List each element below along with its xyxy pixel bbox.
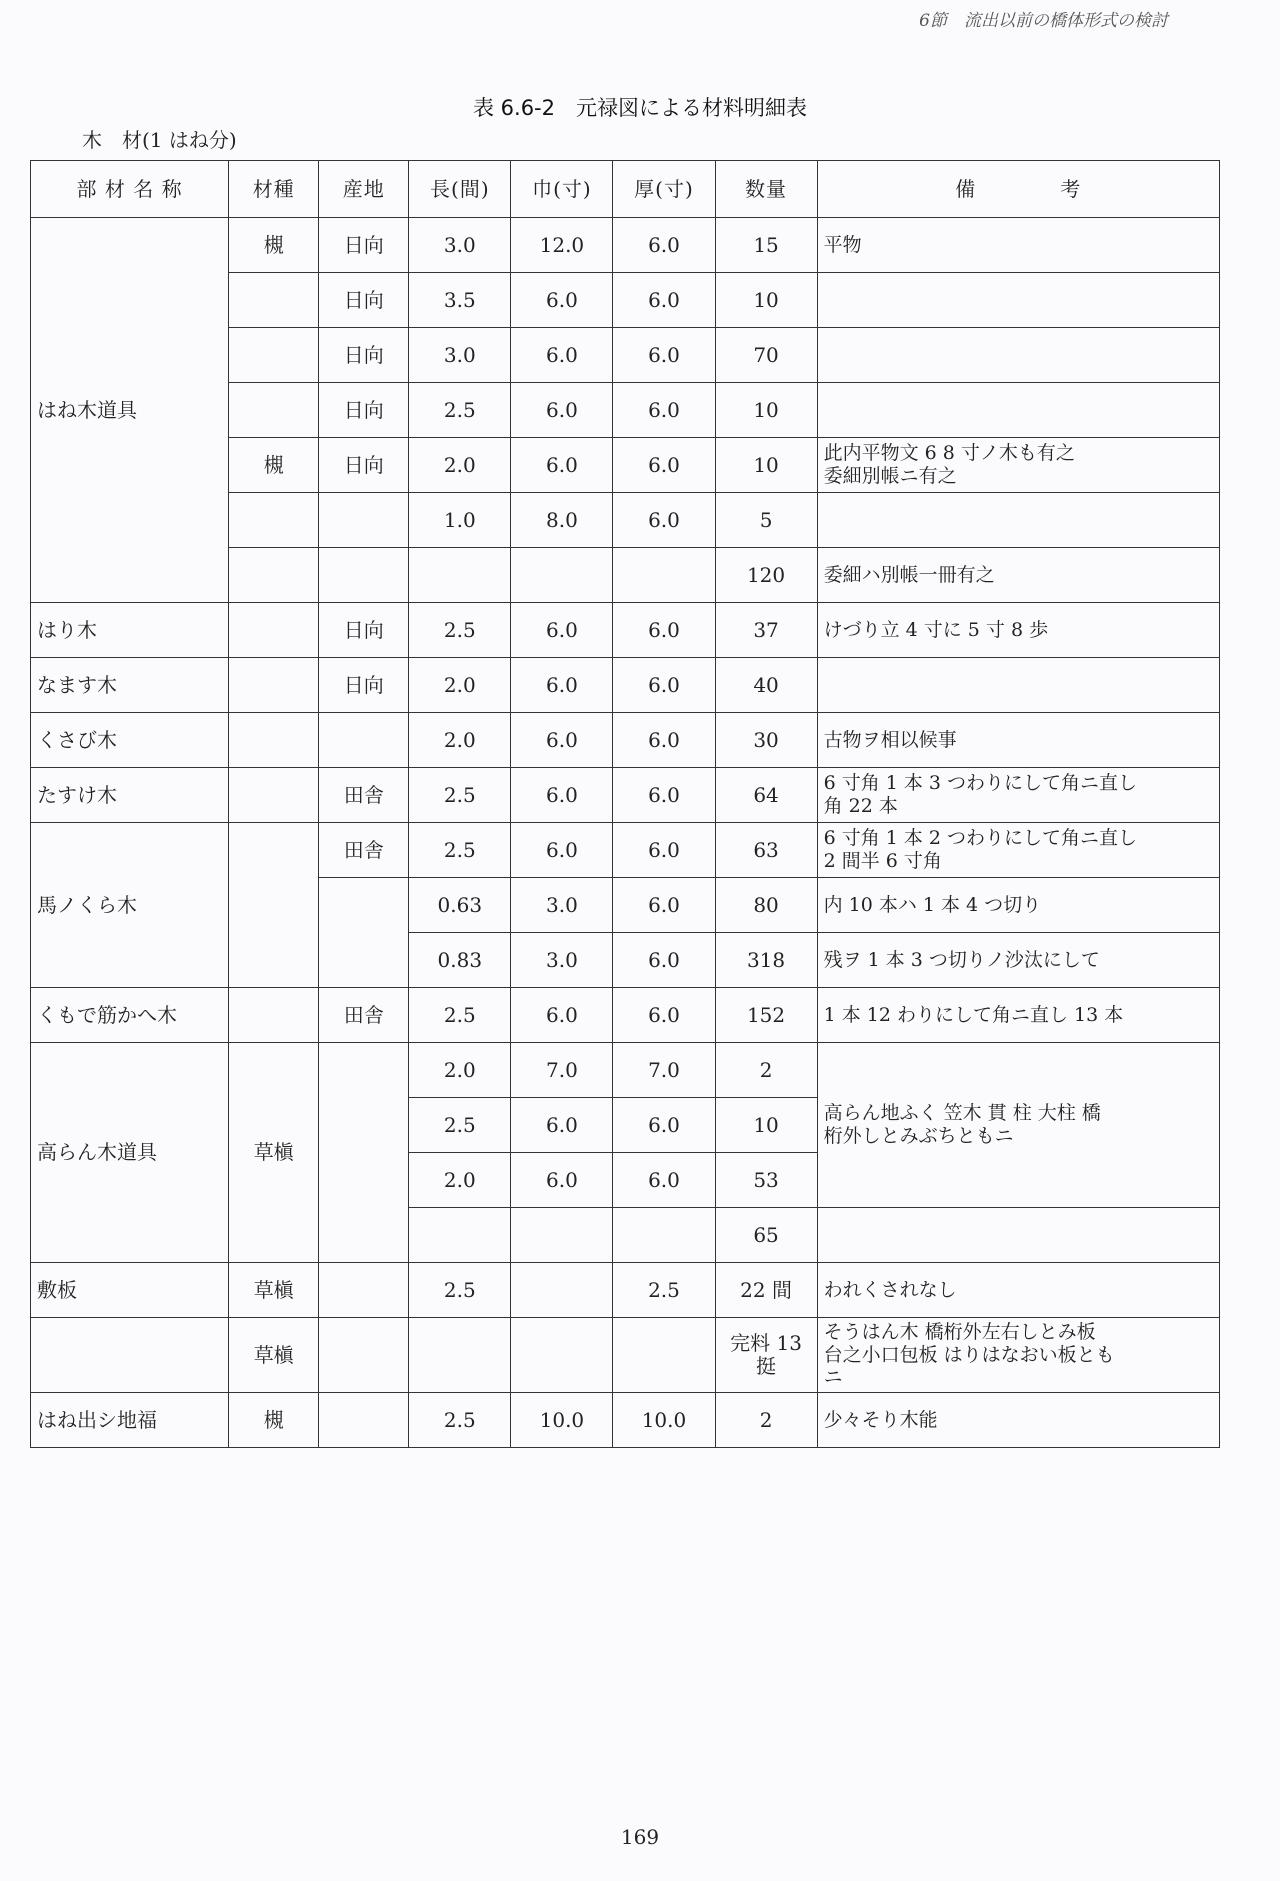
table-row	[31, 218, 1220, 273]
material-cell: 草槇	[229, 1263, 319, 1318]
quantity-cell: 2	[715, 1393, 817, 1448]
header-part-name: 部 材 名 称	[31, 161, 229, 218]
table-row	[31, 603, 1220, 658]
thickness-cell: 6.0	[613, 603, 715, 658]
part-name-cell: くもで筋かへ木	[31, 988, 229, 1043]
quantity-cell: 10	[715, 383, 817, 438]
quantity-cell: 64	[715, 768, 817, 823]
part-name-cell: くさび木	[31, 713, 229, 768]
quantity-cell: 10	[715, 1098, 817, 1153]
thickness-cell: 6.0	[613, 658, 715, 713]
origin-cell	[319, 1043, 409, 1263]
thickness-cell: 6.0	[613, 878, 715, 933]
thickness-cell	[613, 1318, 715, 1393]
material-cell	[229, 988, 319, 1043]
origin-cell: 田舎	[319, 823, 409, 878]
quantity-cell: 70	[715, 328, 817, 383]
length-cell: 0.83	[409, 933, 511, 988]
length-cell	[409, 1318, 511, 1393]
origin-cell	[319, 1393, 409, 1448]
origin-cell: 日向	[319, 273, 409, 328]
part-name-cell: 敷板	[31, 1263, 229, 1318]
part-name-cell: 馬ノくら木	[31, 823, 229, 988]
width-cell	[511, 1318, 613, 1393]
remarks-cell: そうはん木 橋桁外左右しとみ板 台之小口包板 はりはなおい板とも ニ	[817, 1318, 1219, 1393]
remarks-cell	[817, 383, 1219, 438]
remarks-cell: 平物	[817, 218, 1219, 273]
length-cell: 2.5	[409, 768, 511, 823]
remarks-cell: 此内平物文 6 8 寸ノ木も有之 委細別帳ニ有之	[817, 438, 1219, 493]
length-cell: 2.5	[409, 603, 511, 658]
width-cell	[511, 548, 613, 603]
material-cell	[229, 713, 319, 768]
thickness-cell: 6.0	[613, 218, 715, 273]
table-row	[31, 658, 1220, 713]
thickness-cell: 7.0	[613, 1043, 715, 1098]
remarks-cell: 6 寸角 1 本 2 つわりにして角ニ直し 2 間半 6 寸角	[817, 823, 1219, 878]
length-cell: 2.5	[409, 1263, 511, 1318]
width-cell: 6.0	[511, 1098, 613, 1153]
width-cell: 6.0	[511, 768, 613, 823]
table-row	[31, 1393, 1220, 1448]
header-thickness: 厚(寸)	[613, 161, 715, 218]
header-row	[31, 161, 1220, 218]
page-number: 169	[620, 1825, 660, 1849]
length-cell: 2.0	[409, 1153, 511, 1208]
origin-cell: 日向	[319, 438, 409, 493]
quantity-cell: 152	[715, 988, 817, 1043]
quantity-cell: 15	[715, 218, 817, 273]
width-cell	[511, 1208, 613, 1263]
length-cell: 2.5	[409, 823, 511, 878]
origin-cell: 日向	[319, 603, 409, 658]
thickness-cell: 10.0	[613, 1393, 715, 1448]
material-cell	[229, 548, 319, 603]
length-cell: 2.0	[409, 438, 511, 493]
quantity-cell: 53	[715, 1153, 817, 1208]
table-row	[31, 768, 1220, 823]
part-name-cell	[31, 1318, 229, 1393]
origin-cell: 日向	[319, 658, 409, 713]
length-cell: 0.63	[409, 878, 511, 933]
thickness-cell: 6.0	[613, 273, 715, 328]
width-cell: 6.0	[511, 273, 613, 328]
material-cell	[229, 768, 319, 823]
width-cell: 10.0	[511, 1393, 613, 1448]
thickness-cell	[613, 548, 715, 603]
width-cell: 7.0	[511, 1043, 613, 1098]
quantity-cell: 65	[715, 1208, 817, 1263]
part-name-cell: はね出シ地福	[31, 1393, 229, 1448]
material-cell	[229, 328, 319, 383]
quantity-cell: 完料 13 挺	[715, 1318, 817, 1393]
remarks-cell: われくされなし	[817, 1263, 1219, 1318]
width-cell: 6.0	[511, 603, 613, 658]
origin-cell: 日向	[319, 328, 409, 383]
remarks-cell: 残ヲ 1 本 3 つ切りノ沙汰にして	[817, 933, 1219, 988]
material-cell: 槻	[229, 1393, 319, 1448]
length-cell: 2.5	[409, 1098, 511, 1153]
remarks-cell: 高らん地ふく 笠木 貫 柱 大柱 橋 桁外しとみぶちともニ	[817, 1043, 1219, 1208]
width-cell: 6.0	[511, 328, 613, 383]
thickness-cell: 6.0	[613, 713, 715, 768]
table-row	[31, 1043, 1220, 1098]
quantity-cell: 40	[715, 658, 817, 713]
thickness-cell: 6.0	[613, 438, 715, 493]
length-cell: 2.5	[409, 1393, 511, 1448]
quantity-cell: 30	[715, 713, 817, 768]
remarks-cell: 委細ハ別帳一冊有之	[817, 548, 1219, 603]
material-cell	[229, 273, 319, 328]
origin-cell	[319, 1318, 409, 1393]
width-cell: 8.0	[511, 493, 613, 548]
quantity-cell: 37	[715, 603, 817, 658]
table-row	[31, 1263, 1220, 1318]
material-cell: 草槇	[229, 1043, 319, 1263]
thickness-cell	[613, 1208, 715, 1263]
part-name-cell: 高らん木道具	[31, 1043, 229, 1263]
table-row	[31, 823, 1220, 878]
thickness-cell: 6.0	[613, 768, 715, 823]
origin-cell: 日向	[319, 218, 409, 273]
thickness-cell: 6.0	[613, 823, 715, 878]
materials-table-container	[30, 160, 1220, 1448]
origin-cell: 日向	[319, 383, 409, 438]
remarks-cell: 古物ヲ相以候事	[817, 713, 1219, 768]
remarks-cell	[817, 273, 1219, 328]
quantity-cell: 120	[715, 548, 817, 603]
header-material: 材種	[229, 161, 319, 218]
part-name-cell: はね木道具	[31, 218, 229, 603]
remarks-cell: けづり立 4 寸に 5 寸 8 歩	[817, 603, 1219, 658]
remarks-cell: 少々そり木能	[817, 1393, 1219, 1448]
material-cell: 槻	[229, 438, 319, 493]
width-cell: 3.0	[511, 933, 613, 988]
origin-cell: 田舎	[319, 768, 409, 823]
quantity-cell: 318	[715, 933, 817, 988]
width-cell: 6.0	[511, 823, 613, 878]
header-width: 巾(寸)	[511, 161, 613, 218]
length-cell: 2.0	[409, 713, 511, 768]
width-cell	[511, 1263, 613, 1318]
length-cell: 2.0	[409, 658, 511, 713]
length-cell	[409, 548, 511, 603]
length-cell: 1.0	[409, 493, 511, 548]
origin-cell	[319, 878, 409, 988]
width-cell: 6.0	[511, 658, 613, 713]
remarks-cell: 1 本 12 わりにして角ニ直し 13 本	[817, 988, 1219, 1043]
width-cell: 3.0	[511, 878, 613, 933]
remarks-cell: 6 寸角 1 本 3 つわりにして角ニ直し 角 22 本	[817, 768, 1219, 823]
length-cell: 2.5	[409, 988, 511, 1043]
quantity-cell: 10	[715, 273, 817, 328]
remarks-cell	[817, 658, 1219, 713]
header-length: 長(間)	[409, 161, 511, 218]
thickness-cell: 6.0	[613, 383, 715, 438]
length-cell: 3.0	[409, 328, 511, 383]
header-remarks: 備 考	[817, 161, 1219, 218]
thickness-cell: 2.5	[613, 1263, 715, 1318]
length-cell: 2.0	[409, 1043, 511, 1098]
width-cell: 6.0	[511, 988, 613, 1043]
thickness-cell: 6.0	[613, 933, 715, 988]
thickness-cell: 6.0	[613, 988, 715, 1043]
width-cell: 6.0	[511, 713, 613, 768]
table-subcaption: 木 材(1 はね分)	[82, 128, 237, 152]
width-cell: 6.0	[511, 383, 613, 438]
length-cell	[409, 1208, 511, 1263]
thickness-cell: 6.0	[613, 493, 715, 548]
quantity-cell: 80	[715, 878, 817, 933]
part-name-cell: なます木	[31, 658, 229, 713]
part-name-cell: たすけ木	[31, 768, 229, 823]
quantity-cell: 10	[715, 438, 817, 493]
material-cell	[229, 658, 319, 713]
material-cell: 草槇	[229, 1318, 319, 1393]
quantity-cell: 2	[715, 1043, 817, 1098]
remarks-cell	[817, 493, 1219, 548]
width-cell: 6.0	[511, 1153, 613, 1208]
table-caption: 表 6.6-2 元禄図による材料明細表	[472, 96, 807, 120]
remarks-cell	[817, 328, 1219, 383]
thickness-cell: 6.0	[613, 1153, 715, 1208]
material-cell	[229, 603, 319, 658]
quantity-cell: 22 間	[715, 1263, 817, 1318]
remarks-cell	[817, 1208, 1219, 1263]
table-row	[31, 713, 1220, 768]
origin-cell	[319, 1263, 409, 1318]
remarks-cell: 内 10 本ハ 1 本 4 つ切り	[817, 878, 1219, 933]
length-cell: 3.0	[409, 218, 511, 273]
part-name-cell: はり木	[31, 603, 229, 658]
table-row	[31, 988, 1220, 1043]
length-cell: 2.5	[409, 383, 511, 438]
material-cell: 槻	[229, 218, 319, 273]
material-cell	[229, 383, 319, 438]
width-cell: 12.0	[511, 218, 613, 273]
length-cell: 3.5	[409, 273, 511, 328]
origin-cell	[319, 713, 409, 768]
material-cell	[229, 823, 319, 988]
material-cell	[229, 493, 319, 548]
thickness-cell: 6.0	[613, 328, 715, 383]
table-row	[31, 1318, 1220, 1393]
origin-cell: 田舎	[319, 988, 409, 1043]
header-quantity: 数量	[715, 161, 817, 218]
materials-table	[30, 160, 1220, 1448]
quantity-cell: 63	[715, 823, 817, 878]
width-cell: 6.0	[511, 438, 613, 493]
origin-cell	[319, 493, 409, 548]
origin-cell	[319, 548, 409, 603]
quantity-cell: 5	[715, 493, 817, 548]
header-origin: 産地	[319, 161, 409, 218]
running-header: 6節 流出以前の橋体形式の検討	[919, 11, 1168, 31]
thickness-cell: 6.0	[613, 1098, 715, 1153]
